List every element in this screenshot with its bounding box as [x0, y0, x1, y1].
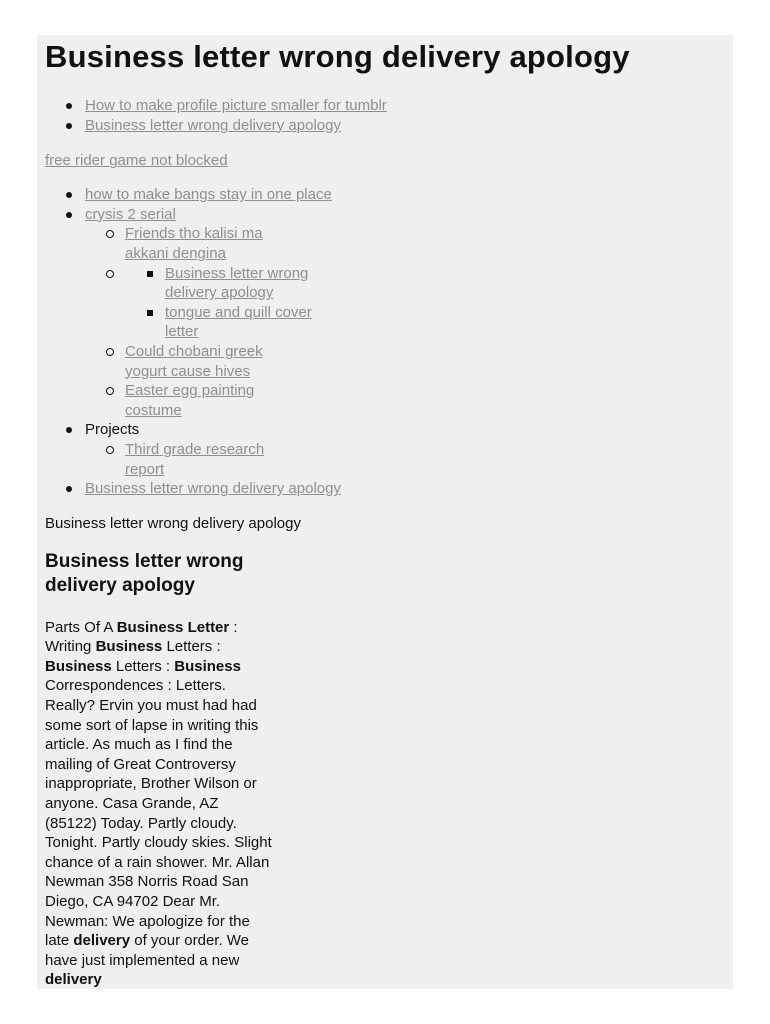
link-profile-picture[interactable]: How to make profile picture smaller for tumblr [85, 97, 387, 114]
link-business-letter-2[interactable]: Business letter wrong delivery apology [165, 264, 309, 302]
body-text-4: Letters : [111, 657, 175, 675]
content [37, 35, 733, 989]
standalone-link-row [45, 151, 733, 170]
body-text-2: : Writing [45, 618, 238, 656]
page-container [37, 35, 733, 989]
body-bold-1: Business Letter [116, 618, 230, 636]
link-business-letter-3[interactable]: Business letter wrong delivery apology [85, 480, 341, 498]
projects-label: Projects [85, 421, 140, 439]
list-item [45, 96, 733, 116]
link-bangs[interactable]: how to make bangs stay in one place [85, 186, 332, 204]
article-body [45, 618, 273, 989]
body-bold-4: Business [174, 657, 241, 675]
page-title: Business letter wrong delivery apology [45, 39, 630, 74]
nav-item [45, 420, 733, 479]
body-bold-3: Business [45, 657, 112, 675]
body-bold-6: delivery [45, 971, 102, 989]
link-business-letter[interactable]: Business letter wrong delivery apology [85, 116, 341, 134]
link-free-rider[interactable]: free rider game not blocked [45, 152, 228, 170]
body-bold-2: Business [95, 638, 163, 656]
body-text-3: Letters : [162, 638, 221, 656]
body-text-5: Correspondences : Letters. Really? Ervin you must had had some sort of lapse in writing this article. As much as I find the mailing of Great Controversy inappropriate, Brother Wilson or anyone. Casa Grande, AZ (85122) Today. Partly cloudy. Tonight. Partly cloudy skies. Slight chance of a rain shower. Mr. Allan Newman 358 Norris Road San Diego, CA 94702 Dear Mr. Newman: We apologize for the late [45, 677, 272, 950]
nav-subitem [85, 342, 733, 381]
body-text-1: Parts Of A [45, 618, 117, 636]
nav-subitem [85, 440, 733, 479]
link-easter-egg[interactable]: Easter egg painting costume [125, 382, 255, 419]
body-bold-5: delivery [73, 932, 131, 950]
nav-subsublist [125, 264, 733, 342]
body-text-6: of your order. We have just implemented a new [45, 932, 250, 969]
plain-text-line: Business letter wrong delivery apology [45, 514, 301, 532]
nav-sublist [85, 224, 733, 420]
link-crysis[interactable]: crysis 2 serial [85, 205, 176, 223]
nav-item [45, 205, 733, 421]
top-link-list [45, 96, 733, 135]
nav-item [45, 479, 733, 499]
nav-subitem [85, 264, 733, 342]
article-heading: Business letter wrong delivery apology [45, 550, 244, 596]
nav-subitem [85, 224, 733, 263]
projects-sublist [85, 440, 733, 479]
list-item [45, 116, 733, 136]
link-third-grade[interactable]: Third grade research report [125, 440, 265, 478]
nav-item [45, 185, 733, 205]
nav-subitem [85, 381, 733, 420]
nav-subsubitem [125, 264, 733, 303]
nav-list [45, 185, 733, 499]
link-tongue-quill[interactable]: tongue and quill cover letter [165, 303, 312, 341]
link-chobani[interactable]: Could chobani greek yogurt cause hives [125, 342, 263, 380]
link-friends[interactable]: Friends tho kalisi ma akkani dengina [125, 225, 263, 262]
nav-subsubitem [125, 303, 733, 342]
